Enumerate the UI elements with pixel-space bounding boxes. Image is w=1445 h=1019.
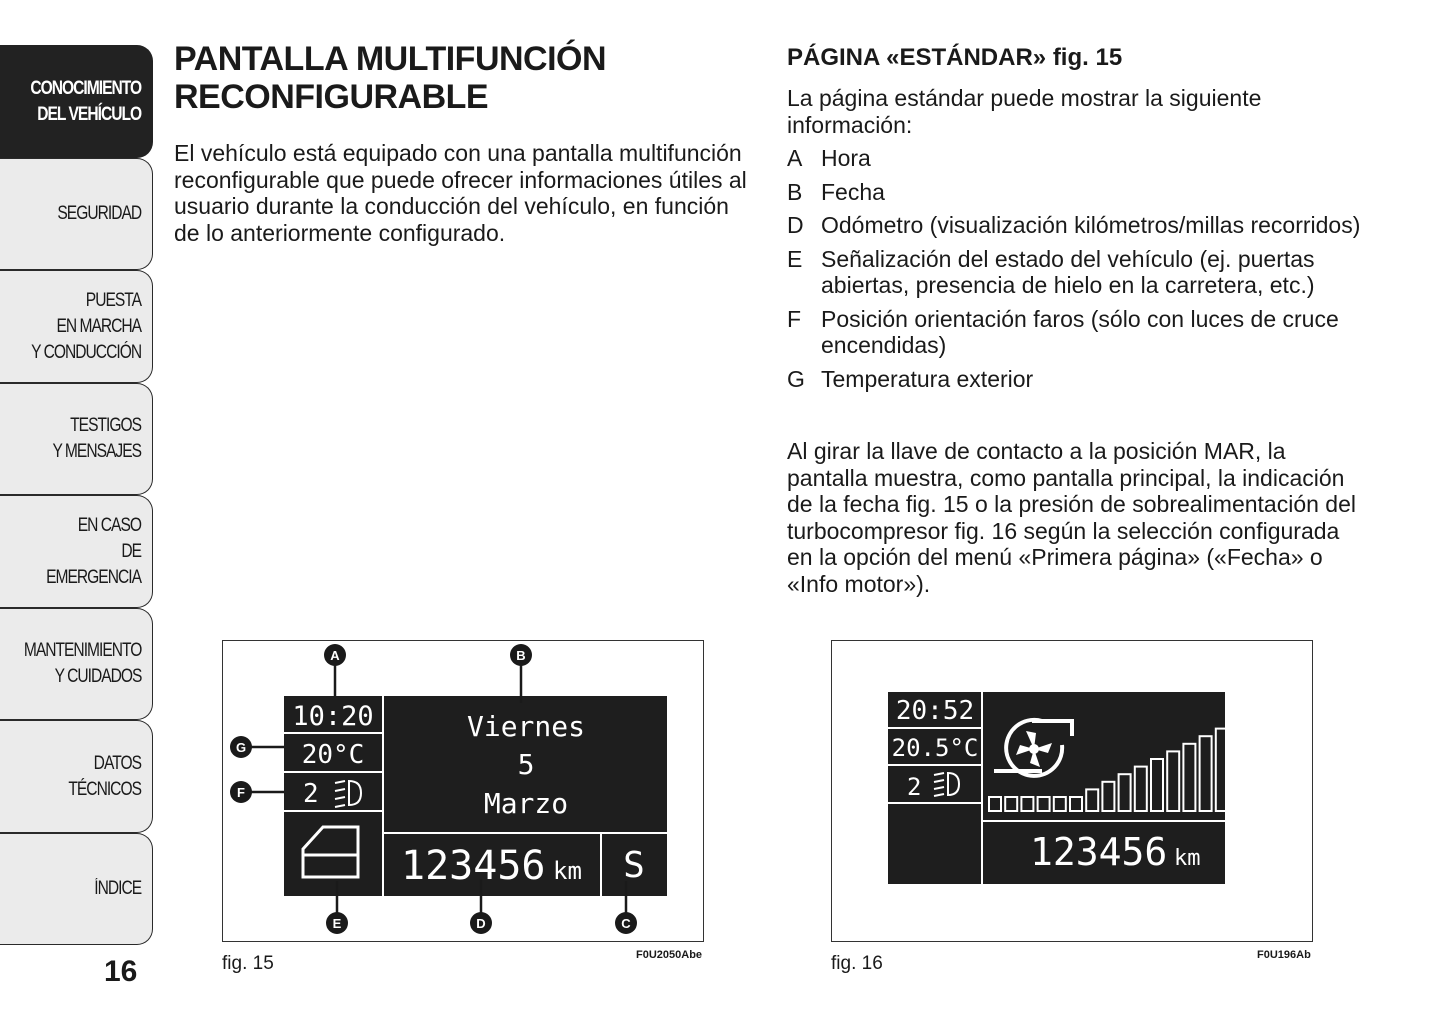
callout-b <box>510 644 532 666</box>
figure-15 <box>222 640 704 942</box>
fig15-status: S <box>623 845 645 886</box>
list-text: Hora <box>821 145 871 171</box>
fig16-unit: km <box>1174 846 1201 871</box>
fig15-date: 5 <box>517 748 535 781</box>
list-item <box>787 179 1367 206</box>
list-key: D <box>787 212 804 238</box>
list-key: A <box>787 145 803 171</box>
fig16-temp: 20.5°C <box>891 734 979 762</box>
fig15-time: 10:20 <box>292 701 374 732</box>
figure-16-code: F0U196Ab <box>1257 949 1311 961</box>
list-text: Posición orientación faros (sólo con luces de cruce encendidas) <box>821 305 1339 358</box>
list-item <box>787 212 1367 239</box>
fig15-month: Marzo <box>483 787 569 820</box>
svg-text:F: F <box>237 785 245 800</box>
fig16-headlight-level: 2 <box>907 773 922 801</box>
tab-label: MANTENIMIENTO Y CUIDADOS <box>23 640 141 687</box>
fig15-temp: 20°C <box>301 740 365 770</box>
svg-text:E: E <box>332 916 342 931</box>
fig16-time: 20:52 <box>895 696 975 726</box>
figure-15-caption: fig. 15 <box>222 953 274 974</box>
list-key: F <box>787 305 802 332</box>
list-key: B <box>787 178 803 205</box>
tab-label: SEGURIDAD <box>57 203 141 224</box>
list-item <box>787 246 1367 299</box>
callout-f <box>230 781 252 803</box>
tab-testigos[interactable] <box>0 383 153 495</box>
tab-datos-tecnicos[interactable] <box>0 720 153 833</box>
tab-label: ÍNDICE <box>94 878 141 899</box>
list-item <box>787 306 1367 359</box>
tab-conocimiento[interactable] <box>0 45 153 158</box>
tab-indice[interactable] <box>0 833 153 945</box>
svg-text:A: A <box>330 648 340 663</box>
list-key: E <box>787 245 803 272</box>
fig15-headlight-level: 2 <box>303 779 319 809</box>
fig15-day: Viernes <box>466 710 586 743</box>
svg-text:B: B <box>516 648 526 663</box>
list-item <box>787 145 1367 172</box>
figure-15-code: F0U2050Abe <box>636 949 703 961</box>
page-number: 16 <box>104 955 138 988</box>
intro-paragraph: El vehículo está equipado con una pantalla multifunción reconfigurable que puede ofrecer informaciones útiles al usuario durante la conducción del vehículo, en función de lo anteriormente configurado. <box>174 140 747 246</box>
svg-text:G: G <box>235 740 247 755</box>
list-text: Señalización del estado del vehículo (ej. puertas abiertas, presencia de hielo en la carretera, etc.) <box>821 245 1315 298</box>
list-item <box>787 366 1367 393</box>
figure-16 <box>831 640 1313 942</box>
section-heading: PÁGINA «ESTÁNDAR» fig. 15 <box>787 44 1123 71</box>
tab-seguridad[interactable] <box>0 158 153 270</box>
tab-label: CONOCIMIENTO DEL VEHÍCULO <box>30 77 141 125</box>
list-key: G <box>787 365 805 392</box>
page-title: PANTALLA MULTIFUNCIÓN RECONFIGURABLE <box>174 40 607 116</box>
list-text: Fecha <box>821 178 885 205</box>
tab-mantenimiento[interactable] <box>0 608 153 720</box>
fig16-odometer: 123456 <box>1030 830 1168 874</box>
tab-label: PUESTA EN MARCHA Y CONDUCCIÓN <box>31 289 141 363</box>
callout-e <box>326 912 348 934</box>
fig15-odometer: 123456 <box>401 843 546 889</box>
svg-text:C: C <box>621 916 631 931</box>
list-text: Odómetro (visualización kilómetros/millas recorridos) <box>821 212 1361 238</box>
tab-label: TESTIGOS Y MENSAJES <box>52 415 141 462</box>
callout-g <box>230 736 252 758</box>
fig16-display <box>832 641 1312 941</box>
info-list <box>787 145 1367 399</box>
list-text: Temperatura exterior <box>821 365 1034 392</box>
boost-bar-segment <box>1232 721 1244 811</box>
svg-text:D: D <box>476 916 486 931</box>
callout-d <box>470 912 492 934</box>
fig15-unit: km <box>553 857 582 885</box>
fig15-display <box>223 641 703 941</box>
tab-label: DATOS TÉCNICOS <box>68 752 141 800</box>
tab-emergencia[interactable] <box>0 495 153 608</box>
callout-a <box>324 644 346 666</box>
tab-puesta-en-marcha[interactable] <box>0 270 153 383</box>
section-intro: La página estándar puede mostrar la siguiente información: <box>787 85 1262 138</box>
body-paragraph: Al girar la llave de contacto a la posición MAR, la pantalla muestra, como pantalla principal, la indicación de la fecha fig. 15 o la presión de sobrealimentación del turbocompresor fig. 16 según la selección configurada en la opción del menú «Primera página» («Fecha» o «Info motor»). <box>787 438 1356 597</box>
callout-c <box>615 912 637 934</box>
figure-16-caption: fig. 16 <box>831 953 883 974</box>
tab-label: EN CASO DE EMERGENCIA <box>46 514 141 588</box>
